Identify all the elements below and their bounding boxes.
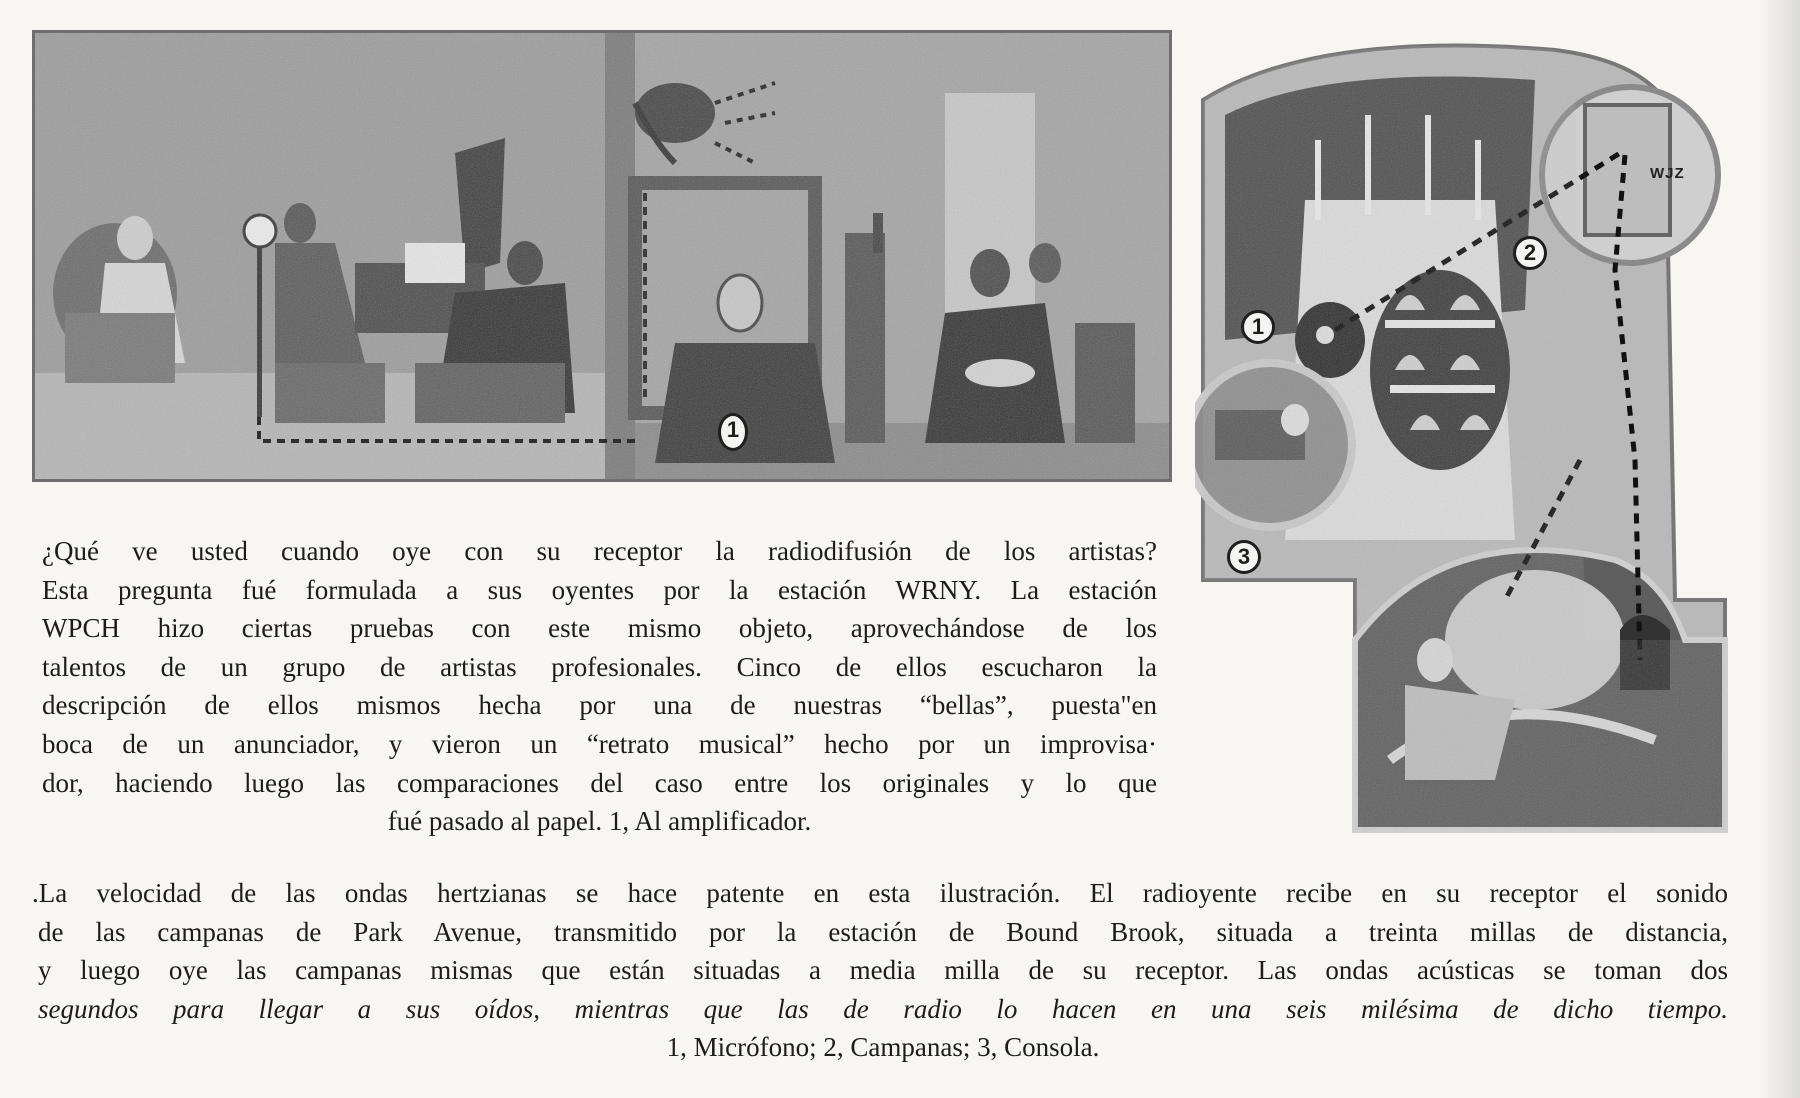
illustration-bells-transmission (1195, 40, 1735, 840)
marker-1-microphone (1241, 310, 1275, 344)
caption-studio-scene (42, 532, 1157, 841)
bells-transmission-drawing (1195, 40, 1735, 840)
caption-1-line: descripción de ellos mismos hecha por una de nuestras “bellas”, puesta"en (42, 690, 1157, 721)
marker-label: 2 (1523, 240, 1537, 265)
caption-1-line: boca de un anunciador, y vieron un “retrato musical” hecho por un improvisa· (42, 728, 1157, 759)
caption-2-line: segundos para llegar a sus oídos, mientras que las de radio lo hacen en una seis milésima de dicho tiempo. (38, 993, 1728, 1024)
marker-1-amplifier (718, 413, 748, 451)
caption-2-line: .La velocidad de las ondas hertzianas se hace patente en esta ilustración. El radioyente recibe en su receptor el sonido (32, 878, 1728, 908)
caption-1-line: Esta pregunta fué formulada a sus oyentes por la estación WRNY. La estación (42, 574, 1157, 605)
caption-1-line: dor, haciendo luego las comparaciones del caso entre los originales y lo que (42, 767, 1157, 798)
caption-1-line: WPCH hizo ciertas pruebas con este mismo objeto, aprovechándose de los (42, 613, 1157, 644)
marker-2-bells (1513, 236, 1547, 270)
caption-1-line: talentos de un grupo de artistas profesionales. Cinco de ellos escucharon la (42, 651, 1157, 682)
marker-3-console (1227, 540, 1261, 574)
marker-label: 1 (726, 417, 740, 442)
marker-label: 1 (1251, 314, 1265, 339)
caption-2-line: de las campanas de Park Avenue, transmitido por la estación de Bound Brook, situada a treinta millas de distancia, (38, 916, 1728, 947)
illustration-studio-scene (32, 30, 1172, 482)
caption-bells-transmission (32, 874, 1728, 1067)
caption-1-line: ¿Qué ve usted cuando oye con su receptor la radiodifusión de los artistas? (42, 536, 1157, 566)
station-label-wjz: WJZ (1650, 165, 1685, 182)
caption-2-line: 1, Micrófono; 2, Campanas; 3, Consola. (666, 1032, 1100, 1063)
marker-label: 3 (1237, 544, 1251, 569)
caption-1-line: fué pasado al papel. 1, Al amplificador. (387, 806, 812, 837)
page-edge-shadow (1760, 0, 1800, 1098)
studio-scene-drawing (35, 33, 1169, 479)
caption-2-line: y luego oye las campanas mismas que están situadas a media milla de su receptor. Las ondas acústicas se toman dos (38, 955, 1728, 986)
